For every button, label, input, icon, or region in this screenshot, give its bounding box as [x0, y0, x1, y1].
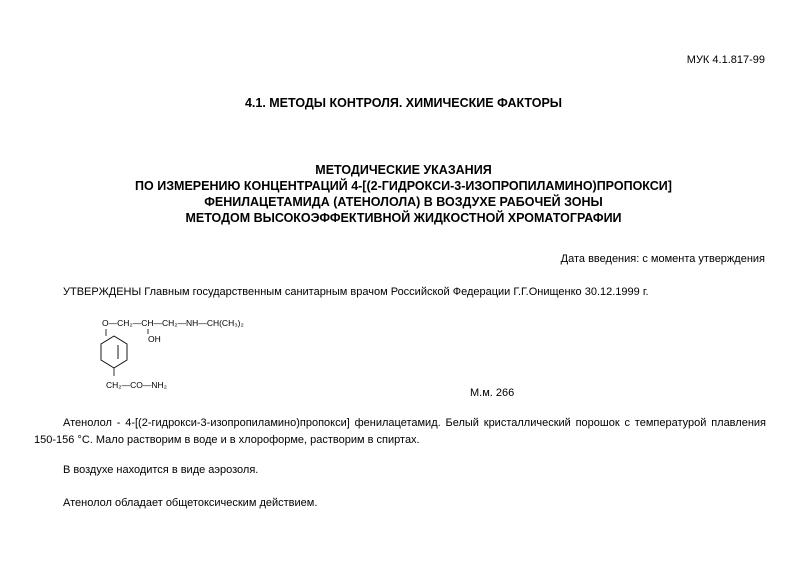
formula-bottom-chain: CH₂—CO—NH₂ [106, 380, 167, 390]
introduction-date: Дата введения: с момента утверждения [560, 253, 765, 265]
structural-formula [96, 312, 256, 400]
title-line-4: МЕТОДОМ ВЫСОКОЭФФЕКТИВНОЙ ЖИДКОСТНОЙ ХРОМАТОГРАФИИ [185, 211, 622, 225]
molar-mass: М.м. 266 [470, 387, 515, 399]
effect-paragraph: Атенолол обладает общетоксическим действием. [63, 497, 318, 509]
section-title: 4.1. МЕТОДЫ КОНТРОЛЯ. ХИМИЧЕСКИЕ ФАКТОРЫ [244, 96, 563, 110]
document-title [0, 162, 807, 226]
title-line-3: ФЕНИЛАЦЕТАМИДА (АТЕНОЛОЛА) В ВОЗДУХЕ РАБОЧЕЙ ЗОНЫ [204, 195, 603, 209]
formula-hydroxyl: OH [148, 334, 161, 344]
title-line-2: ПО ИЗМЕРЕНИЮ КОНЦЕНТРАЦИЙ 4-[(2-ГИДРОКСИ-3-ИЗОПРОПИЛАМИНО)ПРОПОКСИ] [135, 179, 672, 193]
air-form-paragraph: В воздухе находится в виде аэрозоля. [63, 464, 259, 476]
approval-statement: УТВЕРЖДЕНЫ Главным государственным санитарным врачом Российской Федерации Г.Г.Онищенко 30.12.1999 г. [63, 286, 649, 298]
description-paragraph: Атенолол - 4-[(2-гидрокси-3-изопропиламино)пропокси] фенилацетамид. Белый кристаллический порошок с температурой плавления 150-156 °С. Мало растворим в воде и в хлороформе, растворим в спиртах. [34, 417, 766, 446]
benzene-ring [101, 336, 127, 368]
document-code: МУК 4.1.817-99 [686, 54, 765, 66]
formula-top-chain: O—CH₂—CH—CH₂—NH—CH(CH₃)₂ [102, 318, 244, 328]
title-line-1: МЕТОДИЧЕСКИЕ УКАЗАНИЯ [315, 163, 492, 177]
